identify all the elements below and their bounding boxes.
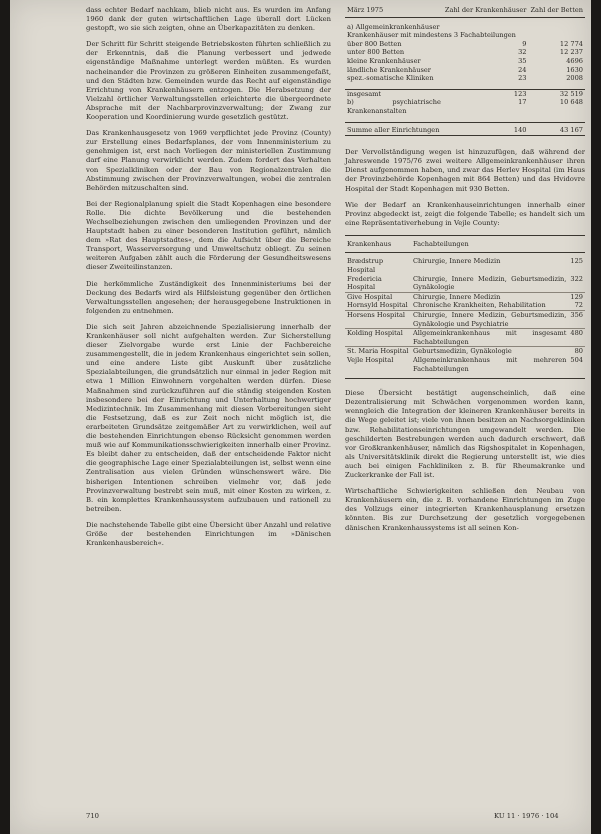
paragraph: Diese Übersicht bestätigt augenscheinlich, daß eine Dezentralisierung mit Schwächen vorgenommen worden kann, wenngleich die Integration der kleineren Krankenhäuser bereits in die Wege geleitet ist; viele von ihnen besitzen an Nachsorgekliniken bzw. Rehabilitationseinrichtungen umgewandelt werden. Die geschilderten Bestrebungen werden auch dadurch erschwert, daß vor Großkrankenhäuser, nämlich das Rigshospitalet in Kopenhagen, als Universitätsklinik direkt die Regierung unterstellt ist, wie dies auch bei einigen Fachkliniken z. B. für Rheumakranke und Zuckerkranke der Fall ist. [345,389,585,480]
table-row: ländliche Krankenhäuser 24 1630 [347,65,583,74]
table-row: Brædstrup Hospital Chirurgie, Innere Medizin 125 [347,257,583,275]
paragraph: Der Vervollständigung wegen ist hinzuzufügen, daß während der Jahreswende 1975/76 zwei weitere Allgemeinkrankenhäuser ihren Dienst aufgenommen haben, und zwar das Herlev Hospital (im Haus der Provinzbehörde Kopenhagen mit 864 Betten) und das Hvidovre Hospital der Stadt Kopenhagen mit 930 Betten. [345,148,585,193]
table-row: Give Hospital Chirurgie, Innere Medizin 129 [347,292,583,301]
table-row: St. Maria Hospital Geburtsmedizin, Gynäkologie 80 [347,347,583,356]
paragraph: Wirtschaftliche Schwierigkeiten schließen den Neubau von Krankenhäusern ein, die z. B. vorhandene Einrichtungen im Zuge des Vollzugs einer integrierten Krankenhausplanung ersetzen könnten. Bis zur Durchsetzung der gesetzlich vorgegebenen dänischen Krankenhaussystems ist all seinen Kon- [345,487,585,532]
document-page [10,0,591,834]
left-column [86,6,331,555]
paragraph: Der Schritt für Schritt steigende Betriebskosten führten schließlich zu der Erkenntnis, daß die Planung verbessert und jedwede eigenständige Maßnahme unterlegt werden müßten. Es wurden nacheinander die Provinzen zu größeren Einheiten zusammengefaßt, und den Städten bzw. Gemeinden wurde das Recht auf eigenständige Errichtung von Krankenhäusern entzogen. Die Herabsetzung der Vielzahl örtlicher Verwaltungsstellen erleichterte die übergeordnete Absprache mit der Nachbarprovinzverwaltung; der Zwang zur Kooperation und Koordinierung wurde gesetzlich gestützt. [86,40,331,122]
table-row: Fredericia Hospital Chirurgie, Innere Medizin, Geburtsmedizin, Gynäkologie 322 [347,274,583,292]
paragraph: Wie der Bedarf an Krankenhauseinrichtungen innerhalb einer Provinz abgedeckt ist, zeigt die folgende Tabelle; es handelt sich um eine Repräsentativerhebung in Vejle County: [345,200,585,227]
table-header-label: März 1975 [345,6,443,17]
total-row: Summe aller Einrichtungen 140 43 167 [345,122,585,136]
paragraph: Die nachstehende Tabelle gibt eine Übersicht über Anzahl und relative Größe der bestehenden Einrichtungen im »Dänischen Krankenhausbereich«. [86,520,331,548]
table-row: b) psychiatrische Krankenanstalten 17 10 648 [347,98,583,115]
table-header-departments: Fachabteilungen [411,235,585,253]
table-row: kleine Krankenhäuser 35 4696 [347,56,583,65]
table-row: unter 800 Betten 32 12 237 [347,48,583,57]
section-heading: a) Allgemeinkrankenhäuser [347,22,440,31]
table-row: Hornsyld Hospital Chronische Krankheiten, Rehabilitation 72 [347,301,583,310]
page-number: 710 [86,812,99,820]
paragraph: Das Krankenhausgesetz von 1969 verpflichtet jede Provinz (County) zur Erstellung eines Bedarfsplanes, der vom Innenministerium zu genehmigen ist, erst nach Vorliegen der ministeriellen Zustimmung darf eine Planung verwirklicht werden. Zudem fordert das Verhalten von Spezialkliniken oder der Bau von Regionalzentralen die Abstimmung zwischen der Provinzverwaltungen, wobei die zentralen Behörden mitzuschalten sind. [86,129,331,192]
journal-reference: KU 11 · 1976 · 104 [494,812,559,820]
paragraph: dass echter Bedarf nachkam, blieb nicht aus. Es wurden im Anfang 1960 dank der guten wirtschaftlichen Lage überall dort Lücken gestopft, wo sie sich zeigten, ohne an Überkapazitäten zu denken. [86,6,331,33]
table-row: spez.-somatische Kliniken 23 2008 [347,74,583,83]
subtotal-row: insgesamt 123 32 519 [347,89,583,98]
hospital-count-table [345,6,585,136]
table-header-count: Zahl der Krankenhäuser [443,6,529,17]
right-column [345,6,585,540]
paragraph: Die herkömmliche Zuständigkeit des Innenministeriums bei der Deckung des Bedarfs wird als Hilfsleistung gegenüber den örtlichen Verwaltungsstellen angesehen; der herausgegebene Instruktionen in folgenden zu entnehmen. [86,279,331,315]
table-header-beds: Zahl der Betten [528,6,585,17]
table-row: Horsens Hospital Chirurgie, Innere Medizin, Geburtsmedizin, Gynäkologie und Psychiatrie 356 [347,311,583,328]
table-row: über 800 Betten 9 12 774 [347,39,583,48]
section-subheading: Krankenhäuser mit mindestens 3 Fachabteilungen [347,31,516,40]
table-header-hospital: Krankenhaus [345,235,411,253]
table-row: Kolding Hospital Allgemeinkrankenhaus mit insgesamt Fachabteilungen 480 [347,329,583,346]
paragraph: Die sich seit Jahren abzeichnende Spezialisierung innerhalb der Krankenhäuser soll nicht aufgehalten werden. Zur Sicherstellung dieser Zielvorgabe wurde erst Linie der Fachbereiche zusammengestellt, die in jedem Krankenhaus eingerichtet sein sollen, und eine andere Liste gibt Auskunft über zusätzliche Spezialabteilungen, die grundsätzlich nur einmal in jeder Region mit etwa 1 Million Einwohnern vorgehalten werden dürfen. Diese Maßnahmen sind zurückzuführen auf die ständig steigenden Kosten insbesondere bei der Einrichtung und Unterhaltung hochwertiger Medizintechnik. Im Zusammenhang mit diesen Vorbereitungen sieht die Festsetzung, daß es zur Zeit noch nicht möglich ist, die erarbeiteten Grundsätze zeitgemäßer Art zu verwirklichen, weil auf die bestehenden Einrichtungen ebenso Rücksicht genommen werden muß wie auf Kommunikationsschwierigkeiten innerhalb einer Provinz. Es bleibt daher zu entscheiden, daß der entscheidende Faktor nicht die geographische Lage einer Spezialabteilungen ist, selbst wenn eine Zentralisation aus vielen Gründen wünschenswert wäre. Die bisherigen Intentionen schreiben vielmehr vor, daß jede Provinzverwaltung bestrebt sein muß, mit einer Kosten zu wirken, z. B. ein komplettes Krankenhaussystem aufzubauen und rationell zu betreiben. [86,322,331,513]
table-row: Vejle Hospital Allgemeinkrankenhaus mit mehreren Fachabteilungen 504 [345,356,585,379]
vejle-hospital-table [345,235,585,379]
paragraph: Bei der Regionalplanung spielt die Stadt Kopenhagen eine besondere Rolle. Die dichte Bevölkerung und die bestehenden Wechselbeziehungen zwischen den umliegenden Provinzen und der Hauptstadt haben zu einer besonderen Institution geführt, nämlich dem »Rat des Hauptstadtes«, dem die Aufsicht über die Bereiche Transport, Wasserversorgung und Umweltschutz obliegt. Zu seinen weiteren Aufgaben zählt auch die Förderung der Gesundheitswesens dieser Zweiteilinstanzen. [86,199,331,272]
